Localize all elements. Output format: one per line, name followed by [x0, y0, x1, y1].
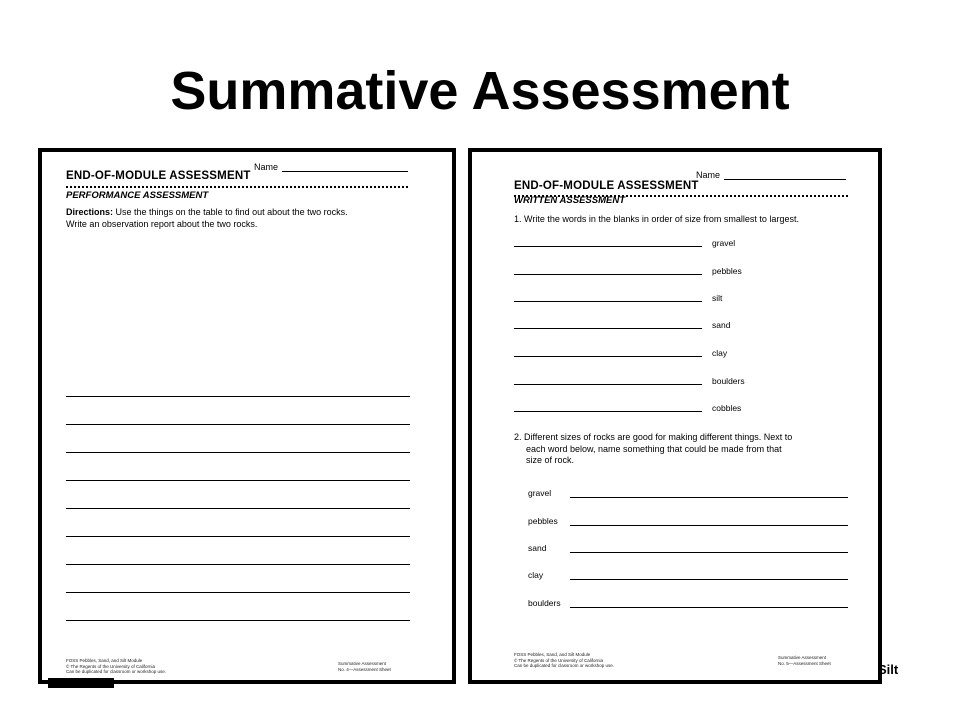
blank-line [514, 411, 702, 412]
footer-line: © The Regents of the University of California [514, 657, 604, 663]
question-2 [514, 432, 874, 467]
footer-line: No. 4—Assessment Sheet [338, 666, 391, 672]
answer-line [66, 480, 410, 481]
question-2-line: 2. Different sizes of rocks are good for making different things. Next to [514, 432, 793, 442]
question-2-line: each word below, name something that could be made from that [526, 443, 782, 454]
directions-text: Use the things on the table to find out about the two rocks. [115, 207, 348, 217]
performance-assessment-sheet [38, 148, 456, 684]
footer-line: Can be duplicated for classroom or workshop use. [514, 663, 615, 668]
blank-line [514, 301, 702, 302]
answer-line [66, 508, 410, 509]
list-item: gravel [528, 488, 552, 498]
footer-line: Summative Assessment [778, 655, 827, 660]
blank-line [514, 328, 702, 329]
blank-line [514, 356, 702, 357]
name-line [724, 170, 846, 180]
list-item: boulders [528, 598, 561, 608]
dotted-divider [66, 186, 408, 188]
footer-line: FOSS Pebbles, Sand, and Silt Module [514, 652, 591, 657]
footer-right [778, 655, 831, 666]
slide-title: Summative Assessment [170, 61, 790, 121]
answer-line [66, 592, 410, 593]
answer-line [66, 424, 410, 425]
list-item: cobbles [712, 403, 742, 413]
answer-line [66, 396, 410, 397]
directions-label: Directions: [66, 207, 114, 217]
question-1: 1. Write the words in the blanks in order of size from smallest to largest. [514, 214, 799, 224]
name-field [254, 162, 408, 172]
footer-line: FOSS Pebbles, Sand, and Silt Module [66, 658, 143, 663]
module-heading: END-OF-MODULE ASSESSMENT [514, 180, 699, 192]
list-item: pebbles [712, 266, 742, 276]
list-item: clay [712, 348, 728, 358]
blank-line [570, 579, 848, 580]
name-label: Name [254, 162, 279, 172]
corner-bar [48, 678, 114, 688]
footer-line: No. 5—Assessment Sheet [778, 660, 831, 666]
blank-line [514, 246, 702, 247]
directions-text-2: Write an observation report about the two rocks. [66, 219, 258, 229]
written-subheading: WRITTEN ASSESSMENT [514, 195, 626, 206]
name-label: Name [696, 170, 721, 180]
footer-left [66, 658, 166, 675]
answer-line [66, 564, 410, 565]
name-line [282, 162, 408, 172]
list-item: sand [528, 543, 547, 553]
blank-line [570, 552, 848, 553]
list-item: sand [712, 320, 731, 330]
written-assessment-sheet [468, 148, 882, 684]
footer-line: © The Regents of the University of California [66, 663, 156, 669]
blank-line [570, 607, 848, 608]
question-2-line: size of rock. [526, 455, 575, 465]
blank-line [514, 384, 702, 385]
list-item: gravel [712, 238, 736, 248]
footer-line: Can be duplicated for classroom or workshop use. [66, 669, 167, 674]
answer-line [66, 620, 410, 621]
performance-subheading: PERFORMANCE ASSESSMENT [66, 190, 209, 201]
blank-line [570, 497, 848, 498]
slide-corner-text: Silt [878, 662, 899, 677]
footer-left [514, 652, 614, 669]
answer-line [66, 452, 410, 453]
directions [66, 206, 416, 230]
list-item: clay [528, 570, 544, 580]
footer-right [338, 661, 391, 672]
name-field [696, 170, 846, 180]
list-item: pebbles [528, 516, 558, 526]
blank-line [570, 525, 848, 526]
blank-line [514, 274, 702, 275]
answer-line [66, 536, 410, 537]
footer-line: Summative Assessment [338, 661, 387, 666]
module-heading: END-OF-MODULE ASSESSMENT [66, 170, 251, 182]
list-item: boulders [712, 376, 745, 386]
list-item: silt [712, 293, 723, 303]
